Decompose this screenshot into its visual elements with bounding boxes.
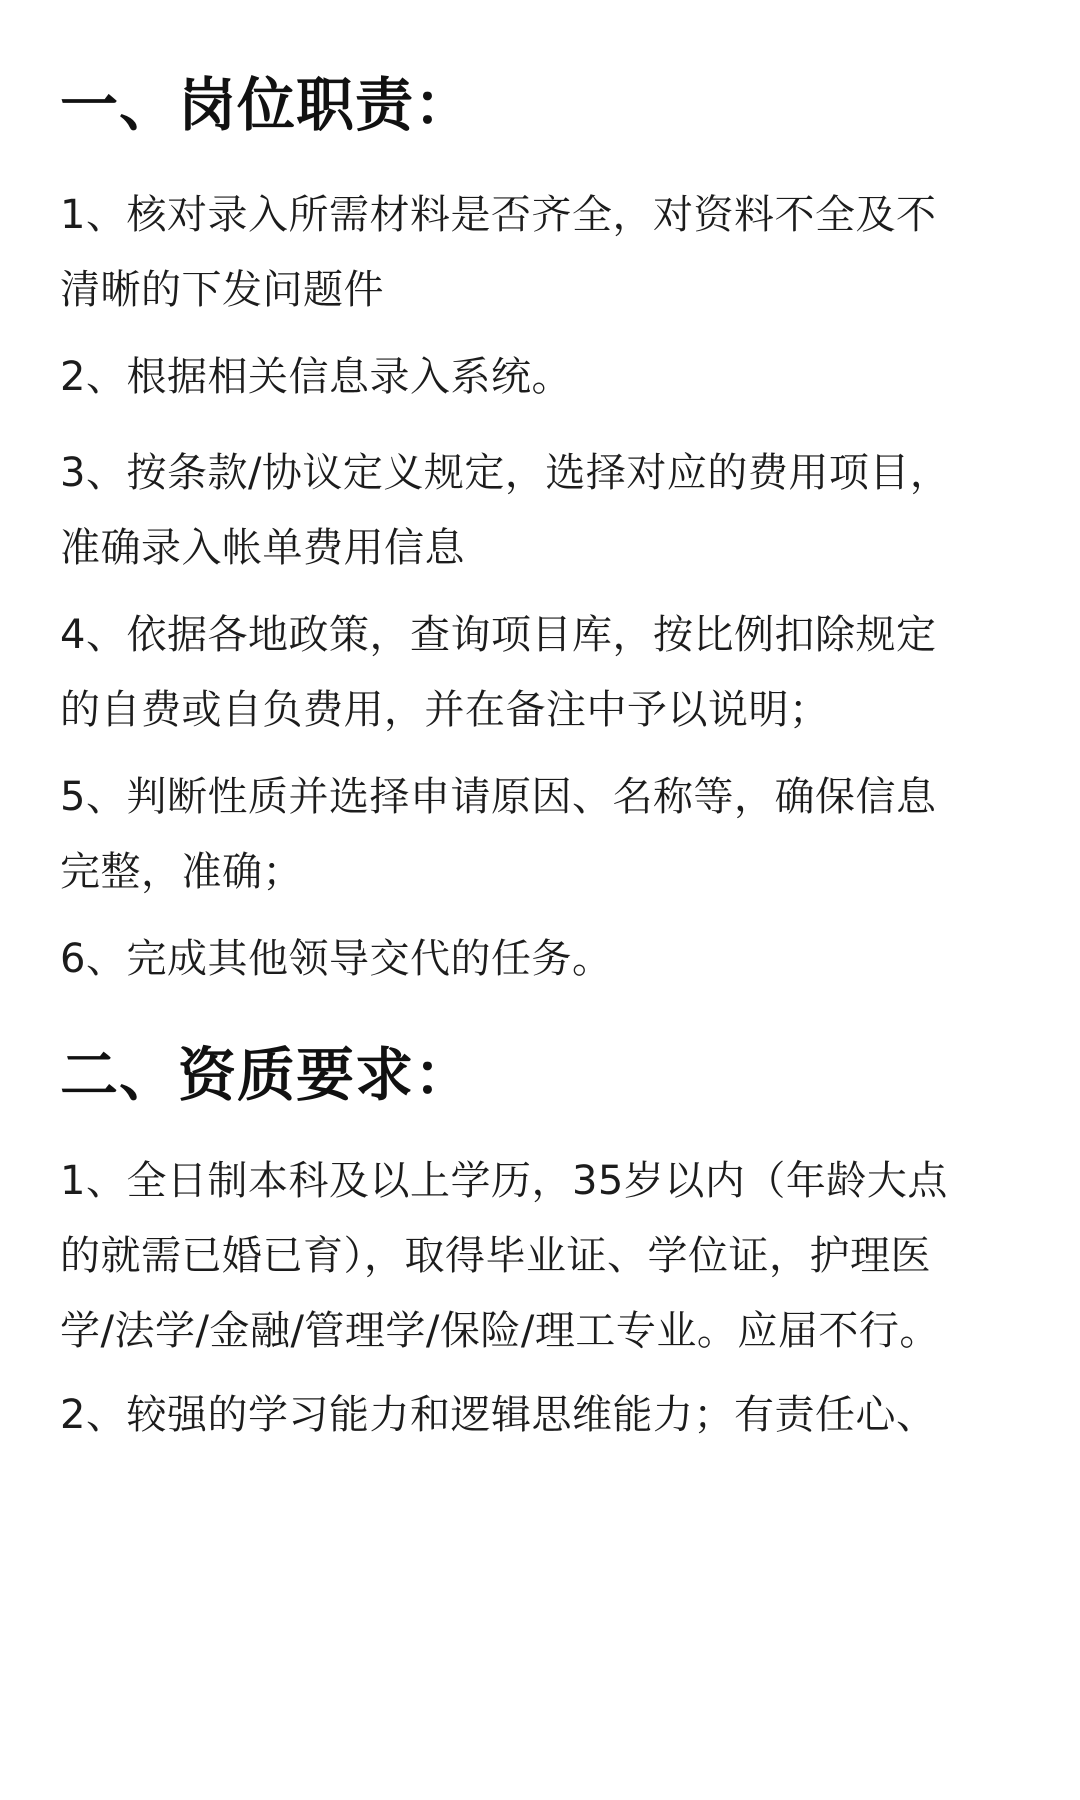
duty-item-4-line-2: 的自费或自负费用，并在备注中予以说明；: [60, 687, 830, 733]
duty-item-6: [60, 922, 1030, 997]
duty-item-1-line-1: 1、核对录入所需材料是否齐全，对资料不全及不: [60, 192, 937, 238]
qualification-item-1-line-2: 的就需已婚已育），取得毕业证、学位证，护理医: [60, 1233, 931, 1279]
duty-item-4: [60, 598, 1030, 748]
duty-item-3-line-2: 准确录入帐单费用信息: [60, 525, 465, 571]
duty-item-3: [60, 436, 1030, 586]
qualification-item-1: [60, 1144, 1030, 1369]
duty-item-5-line-1: 5、判断性质并选择申请原因、名称等，确保信息: [60, 774, 937, 820]
qualification-item-1-line-3: 学/法学/金融/管理学/保险/理工专业。应届不行。: [60, 1308, 940, 1354]
duty-item-2-line-1: 2、根据相关信息录入系统。: [60, 354, 572, 400]
qualification-item-2: [60, 1378, 1030, 1453]
section-title-duties: 一、岗位职责：: [60, 71, 474, 139]
section-title-qualifications: 二、资质要求：: [60, 1041, 474, 1109]
duty-item-2: [60, 340, 1030, 415]
duty-item-3-line-1: 3、按条款/协议定义规定，选择对应的费用项目，: [60, 450, 951, 496]
duty-item-1: [60, 178, 1030, 328]
duty-item-4-line-1: 4、依据各地政策，查询项目库，按比例扣除规定: [60, 612, 937, 658]
duty-item-1-line-2: 清晰的下发问题件: [60, 267, 384, 313]
duty-item-5-line-2: 完整，准确；: [60, 849, 303, 895]
qualification-item-1-line-1: 1、全日制本科及以上学历，35岁以内（年龄大点: [60, 1158, 948, 1204]
duty-item-5: [60, 760, 1030, 910]
qualification-item-2-line-1: 2、较强的学习能力和逻辑思维能力；有责任心、: [60, 1392, 937, 1438]
duty-item-6-line-1: 6、完成其他领导交代的任务。: [60, 936, 613, 982]
